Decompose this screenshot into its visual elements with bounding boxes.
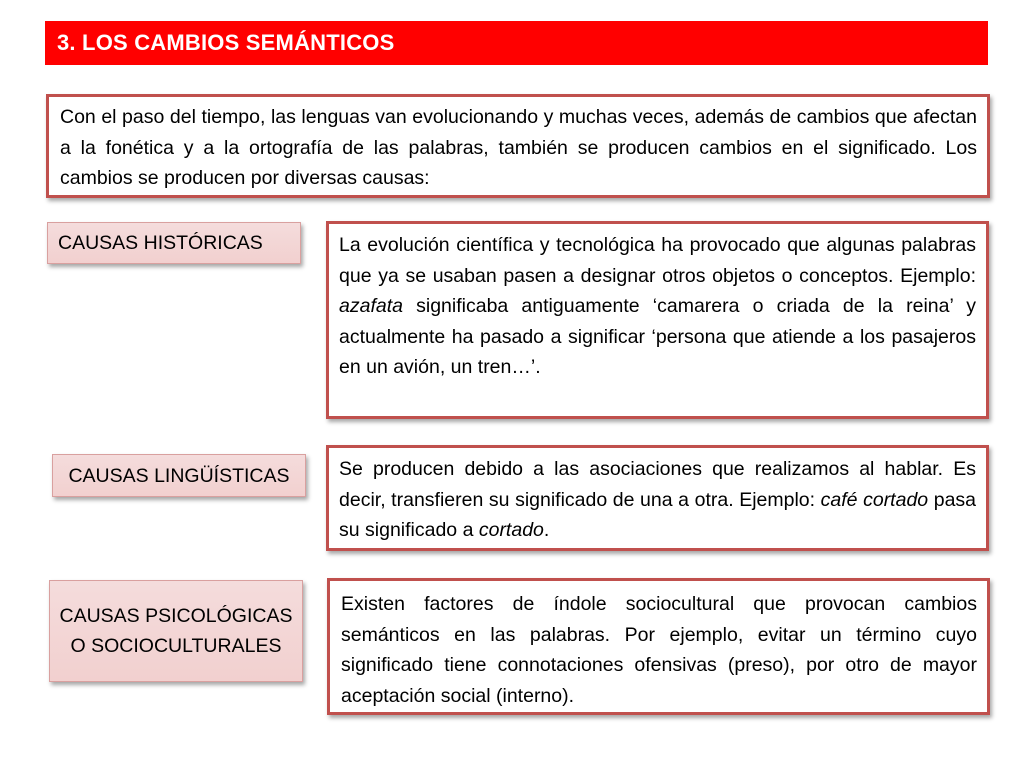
example-word-azafata: azafata: [339, 295, 403, 317]
description-causas-historicas-text-2: significaba antiguamente ‘camarera o criada de la reina’ y actualmente ha pasado a significar ‘persona que atiende a los pasajeros en un avión, un tren…’.: [339, 295, 976, 378]
label-causas-historicas-text: CAUSAS HISTÓRICAS: [58, 232, 263, 254]
label-causas-psicologicas: [49, 580, 303, 682]
example-word-cafe-cortado: café cortado: [820, 488, 929, 511]
description-causas-historicas: [326, 221, 989, 419]
intro-box: [46, 94, 990, 198]
intro-text: Con el paso del tiempo, las lenguas van evolucionando y muchas veces, además de cambios que afectan a la fonética y a la ortografía de las palabras, también se producen cambios en el significado. Los cambios se producen por diversas causas:: [60, 106, 977, 189]
description-causas-historicas-text-1: La evolución científica y tecnológica ha provocado que algunas palabras que ya se usaban pasen a designar otros objetos o conceptos. Ejemplo:: [339, 234, 976, 287]
description-causas-linguisticas-text-1: Se producen debido a las asociaciones que realizamos al hablar. Es decir, transfieren su significado de una a otra. Ejemplo:: [339, 458, 976, 511]
description-causas-linguisticas: [326, 445, 989, 551]
label-causas-linguisticas: [52, 454, 306, 497]
description-causas-psicologicas: [327, 578, 990, 715]
page-title: 3. LOS CAMBIOS SEMÁNTICOS: [57, 30, 395, 55]
title-bar: [45, 21, 988, 65]
example-word-cortado: cortado: [478, 519, 544, 541]
description-causas-psicologicas-text: Existen factores de índole sociocultural que provocan cambios semánticos en las palabras. Por ejemplo, evitar un término cuyo significado tiene connotaciones ofensivas (preso), por otro de mayor aceptación social (interno).: [341, 593, 977, 707]
description-causas-linguisticas-text-3: .: [543, 519, 550, 541]
label-causas-linguisticas-text: CAUSAS LINGÜÍSTICAS: [68, 464, 290, 487]
description-causas-linguisticas-text-2: pasa su significado a: [339, 488, 977, 541]
label-causas-psicologicas-text: CAUSAS PSICOLÓGICAS O SOCIOCULTURALES: [59, 605, 293, 657]
label-causas-historicas: [47, 222, 301, 264]
